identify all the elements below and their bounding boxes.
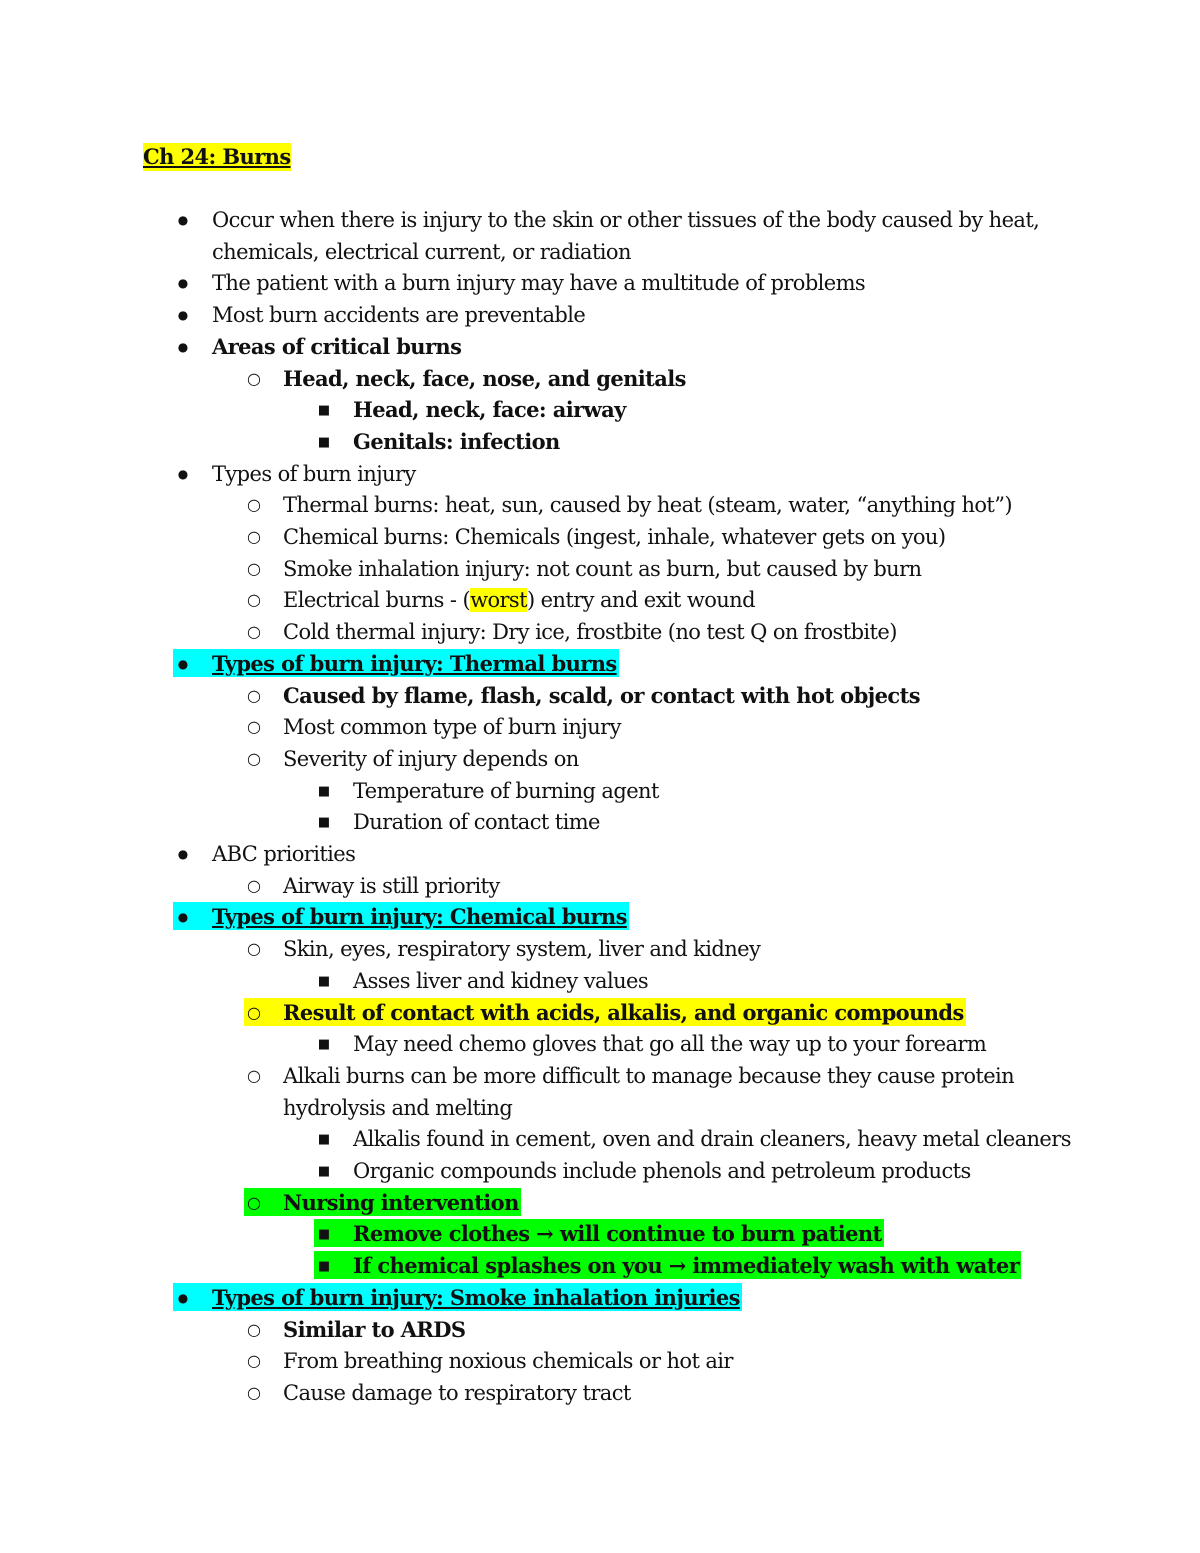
list-item-level-1: Areas of critical burns bbox=[212, 333, 462, 359]
hollow-circle-bullet-icon: ○ bbox=[247, 1065, 261, 1085]
list-item-continuation: hydrolysis and melting bbox=[283, 1095, 513, 1120]
list-item-level-1: Types of burn injury: Thermal burns bbox=[212, 650, 617, 676]
list-item-level-2: Skin, eyes, respiratory system, liver and kidney bbox=[283, 937, 761, 962]
filled-circle-bullet-icon: ● bbox=[177, 213, 189, 227]
list-item-level-2: Head, neck, face, nose, and genitals bbox=[283, 365, 686, 391]
list-item-level-2: Airway is still priority bbox=[283, 873, 500, 898]
hollow-circle-bullet-icon: ○ bbox=[247, 1002, 261, 1022]
square-bullet-icon: ■ bbox=[317, 1132, 331, 1148]
list-item-level-2: From breathing noxious chemicals or hot air bbox=[283, 1349, 733, 1374]
page-title: Ch 24: Burns bbox=[143, 144, 291, 169]
text-run: ) entry and exit wound bbox=[526, 588, 755, 613]
list-item-level-2: Severity of injury depends on bbox=[283, 746, 579, 771]
list-item-level-2: Alkali burns can be more difficult to manage because they cause protein bbox=[283, 1063, 1015, 1088]
text-run: Electrical burns - ( bbox=[283, 588, 471, 613]
square-bullet-icon: ■ bbox=[317, 783, 331, 799]
list-item-level-3: Asses liver and kidney values bbox=[353, 968, 649, 993]
list-item-level-3: Head, neck, face: airway bbox=[353, 397, 626, 423]
list-item-level-2: Thermal burns: heat, sun, caused by heat (steam, water, “anything hot”) bbox=[283, 493, 1012, 518]
hollow-circle-bullet-icon: ○ bbox=[247, 748, 261, 768]
square-bullet-icon: ■ bbox=[317, 1259, 331, 1275]
square-bullet-icon: ■ bbox=[317, 1227, 331, 1243]
list-item-level-1: The patient with a burn injury may have a multitude of problems bbox=[212, 271, 866, 296]
list-item-level-2: Cold thermal injury: Dry ice, frostbite (no test Q on frostbite) bbox=[283, 620, 897, 645]
hollow-circle-bullet-icon: ○ bbox=[247, 495, 261, 515]
square-bullet-icon: ■ bbox=[317, 1164, 331, 1179]
hollow-circle-bullet-icon: ○ bbox=[247, 717, 261, 737]
hollow-circle-bullet-icon: ○ bbox=[247, 685, 261, 705]
list-item-level-1: Types of burn injury: Chemical burns bbox=[212, 904, 627, 930]
filled-circle-bullet-icon: ● bbox=[177, 847, 189, 861]
hollow-circle-bullet-icon: ○ bbox=[247, 1192, 261, 1212]
list-item-level-2: Most common type of burn injury bbox=[283, 715, 621, 740]
hollow-circle-bullet-icon: ○ bbox=[247, 939, 261, 959]
list-item-level-1: Types of burn injury: Smoke inhalation injuries bbox=[212, 1284, 740, 1310]
list-item-level-1: Occur when there is injury to the skin or other tissues of the body caused by heat, bbox=[212, 208, 1040, 232]
list-item-level-3: Remove clothes → will continue to burn patient bbox=[353, 1221, 882, 1247]
list-item-level-2: Cause damage to respiratory tract bbox=[283, 1380, 631, 1405]
list-item-level-1: ABC priorities bbox=[212, 842, 356, 866]
filled-circle-bullet-icon: ● bbox=[177, 308, 189, 323]
square-bullet-icon: ■ bbox=[317, 815, 331, 831]
list-item-level-3: Duration of contact time bbox=[353, 810, 600, 835]
hollow-circle-bullet-icon: ○ bbox=[247, 875, 261, 895]
hollow-circle-bullet-icon: ○ bbox=[247, 1351, 261, 1371]
filled-circle-bullet-icon: ● bbox=[177, 656, 189, 671]
list-item-level-2: Result of contact with acids, alkalis, and organic compounds bbox=[283, 999, 964, 1025]
filled-circle-bullet-icon: ● bbox=[177, 1290, 189, 1305]
hollow-circle-bullet-icon: ○ bbox=[247, 590, 261, 610]
list-item-level-3: Temperature of burning agent bbox=[353, 778, 659, 803]
square-bullet-icon: ■ bbox=[317, 1037, 331, 1053]
square-bullet-icon: ■ bbox=[317, 434, 331, 450]
list-item-level-3: May need chemo gloves that go all the way up to your forearm bbox=[353, 1032, 987, 1057]
list-item-level-2: Nursing intervention bbox=[283, 1189, 519, 1215]
hollow-circle-bullet-icon: ○ bbox=[247, 1319, 261, 1339]
filled-circle-bullet-icon: ● bbox=[177, 276, 189, 291]
list-item-level-1: Most burn accidents are preventable bbox=[212, 303, 586, 328]
square-bullet-icon: ■ bbox=[317, 973, 331, 989]
hollow-circle-bullet-icon: ○ bbox=[247, 558, 261, 578]
list-item-level-2: Similar to ARDS bbox=[283, 1316, 466, 1342]
filled-circle-bullet-icon: ● bbox=[177, 466, 189, 481]
list-item-level-2: Chemical burns: Chemicals (ingest, inhale, whatever gets on you) bbox=[283, 525, 946, 549]
hollow-circle-bullet-icon: ○ bbox=[247, 527, 261, 546]
list-item-level-2 bbox=[283, 586, 755, 614]
list-item-level-3: If chemical splashes on you → immediately wash with water bbox=[353, 1253, 1020, 1279]
filled-circle-bullet-icon: ● bbox=[177, 910, 189, 925]
highlighted-word: worst bbox=[470, 588, 527, 613]
hollow-circle-bullet-icon: ○ bbox=[247, 1382, 261, 1402]
list-item-level-3: Organic compounds include phenols and petroleum products bbox=[353, 1159, 971, 1183]
hollow-circle-bullet-icon: ○ bbox=[247, 622, 261, 642]
list-item-level-3: Genitals: infection bbox=[353, 428, 560, 454]
hollow-circle-bullet-icon: ○ bbox=[247, 368, 261, 388]
list-item-continuation: chemicals, electrical current, or radiation bbox=[212, 239, 631, 264]
list-item-level-2: Caused by flame, flash, scald, or contact with hot objects bbox=[283, 682, 920, 708]
list-item-level-2: Smoke inhalation injury: not count as burn, but caused by burn bbox=[283, 556, 922, 581]
list-item-level-1: Types of burn injury bbox=[212, 461, 416, 486]
filled-circle-bullet-icon: ● bbox=[177, 339, 189, 354]
square-bullet-icon: ■ bbox=[317, 403, 331, 419]
list-item-level-3: Alkalis found in cement, oven and drain cleaners, heavy metal cleaners bbox=[353, 1127, 1071, 1152]
